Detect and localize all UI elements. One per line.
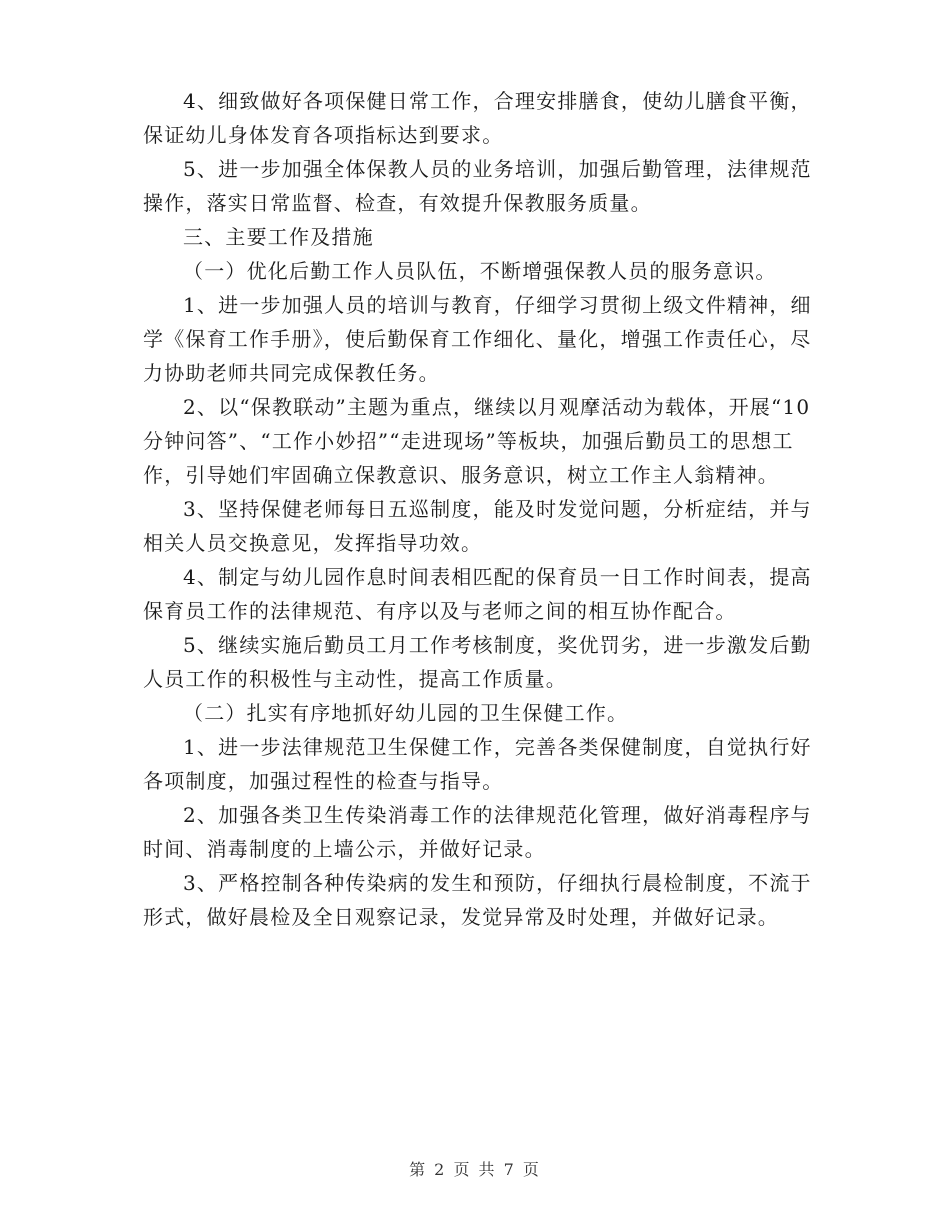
subsection-heading-1: （一）优化后勤工作人员队伍，不断增强保教人员的服务意识。: [183, 259, 777, 283]
paragraph-measure-1-4: 4、制定与幼儿园作息时间表相匹配的保育员一日工作时间表，提高保育员工作的法律规范、有序以及与老师之间的相互协作配合。: [143, 565, 812, 623]
document-body: [143, 84, 815, 934]
paragraph-measure-2-3: 3、严格控制各种传染病的发生和预防，仔细执行晨检制度，不流于形式，做好晨检及全日观察记录，发觉异常及时处理，并做好记录。: [143, 871, 812, 929]
paragraph-measure-2-2: 2、加强各类卫生传染消毒工作的法律规范化管理，做好消毒程序与时间、消毒制度的上墙公示，并做好记录。: [143, 803, 812, 861]
paragraph-measure-1-5: 5、继续实施后勤员工月工作考核制度，奖优罚劣，进一步激发后勤人员工作的积极性与主动性，提高工作质量。: [143, 633, 812, 691]
page-number-footer: 第 2 页 共 7 页: [409, 1160, 541, 1179]
section-heading-main-work: 三、主要工作及措施: [183, 225, 374, 249]
paragraph-measure-1-2: 2、以“保教联动”主题为重点，继续以月观摩活动为载体，开展“10分钟问答”、“工作小妙招”“走进现场”等板块，加强后勤员工的思想工作，引导她们牢固确立保教意识、服务意识，树立工作主人翁精神。: [143, 395, 811, 487]
paragraph-measure-1-1: 1、进一步加强人员的培训与教育，仔细学习贯彻上级文件精神，细学《保育工作手册》，使后勤保育工作细化、量化，增强工作责任心，尽力协助老师共同完成保教任务。: [143, 293, 812, 385]
paragraph-measure-2-1: 1、进一步法律规范卫生保健工作，完善各类保健制度，自觉执行好各项制度，加强过程性的检查与指导。: [143, 735, 812, 793]
paragraph-measure-1-3: 3、坚持保健老师每日五巡制度，能及时发觉问题，分析症结，并与相关人员交换意见，发挥指导功效。: [143, 497, 812, 555]
paragraph-goal-4: 4、细致做好各项保健日常工作，合理安排膳食，使幼儿膳食平衡，保证幼儿身体发育各项指标达到要求。: [143, 89, 812, 147]
paragraph-goal-5: 5、进一步加强全体保教人员的业务培训，加强后勤管理，法律规范操作，落实日常监督、检查，有效提升保教服务质量。: [143, 157, 812, 215]
subsection-heading-2: （二）扎实有序地抓好幼儿园的卫生保健工作。: [183, 701, 629, 725]
